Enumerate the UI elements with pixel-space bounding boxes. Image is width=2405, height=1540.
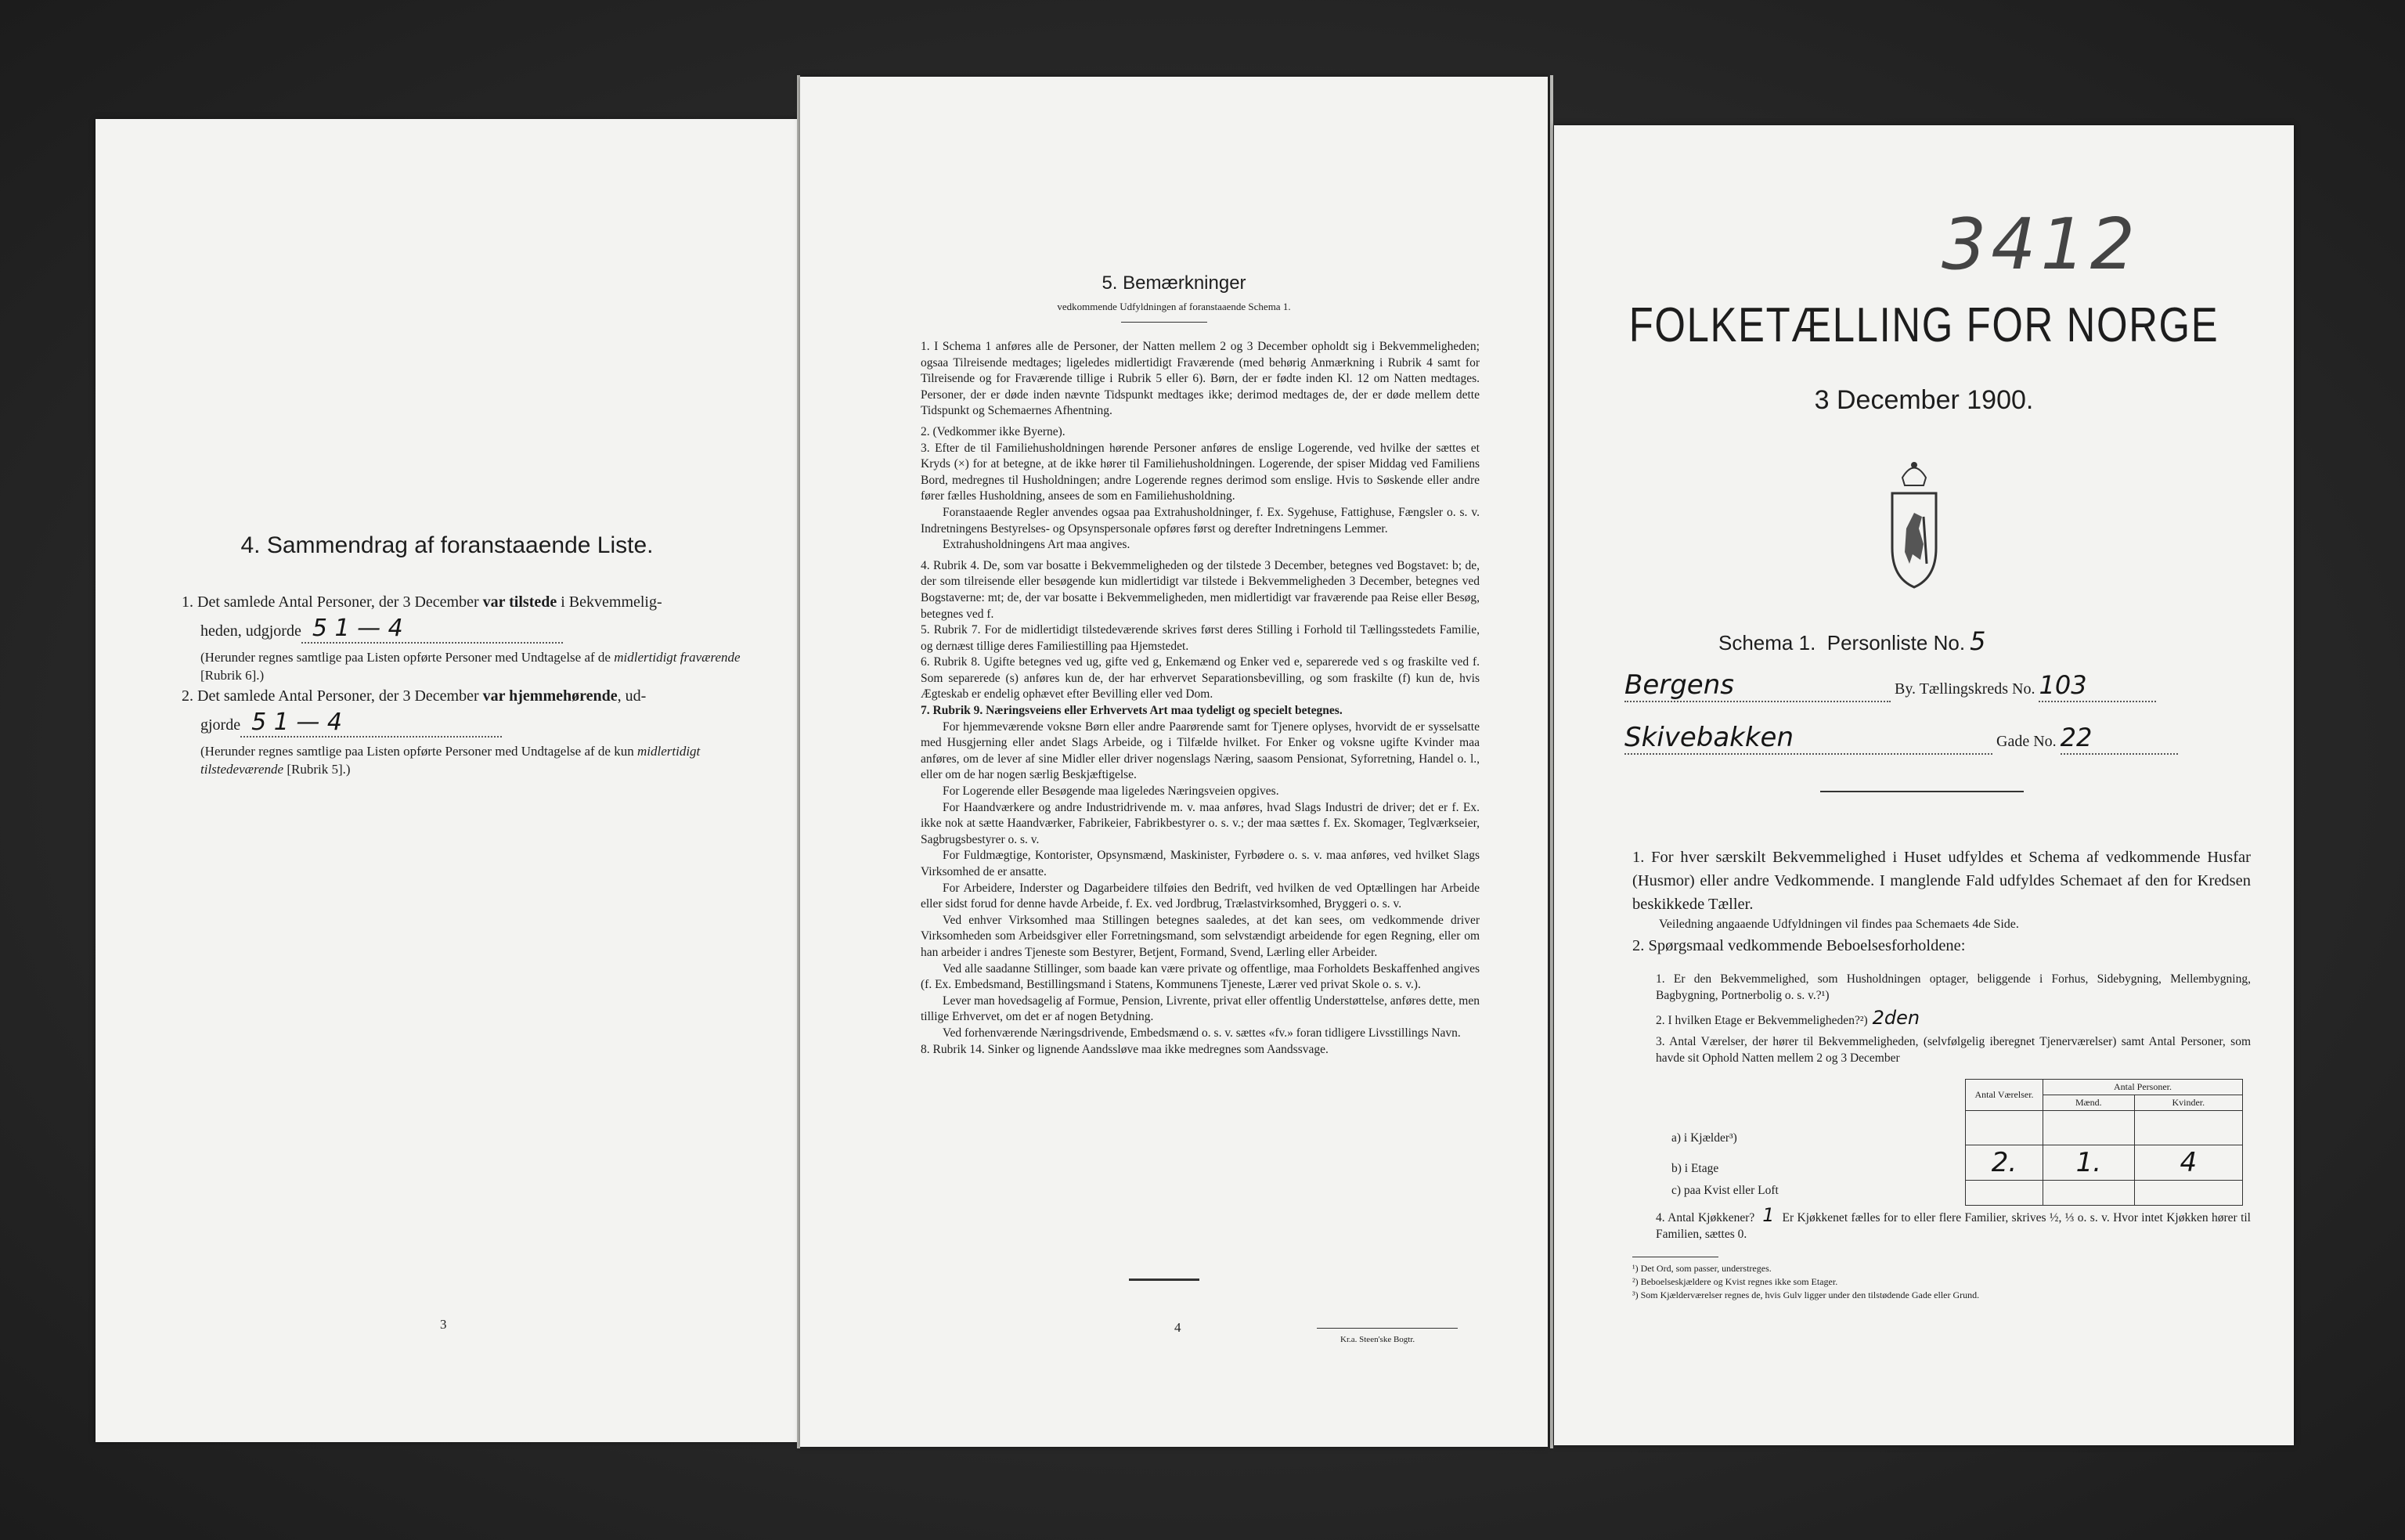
table-header-rooms: Antal Værelser. — [1966, 1080, 2043, 1111]
heading-rule — [1121, 322, 1207, 323]
remark-4: 4. Rubrik 4. De, som var bosatte i Bekvemmeligheden og der tilstede 3 December, betegnes ved Bogstavet: b; de, der som tilreisende eller besøgende kun midlertidigt var tilstede i Bekvemmeligheden 3 December, betegnes ved Bogstaverne: mt; de, der var bosatte i Bekvemmeligheden, men midlertidigt var fraværende paa Reise eller Besøg, betegnes ved f. — [921, 558, 1480, 621]
table-header-men: Mænd. — [2043, 1095, 2135, 1111]
question-3: 3. Antal Værelser, der hører til Bekvemmeligheden, (selvfølgelig iberegnet Tjenerværelser) samt Antal Personer, som havde sit Ophold Natten mellem 2 og 3 December — [1656, 1035, 2251, 1065]
printer-imprint: Kr.a. Steen'ske Bogtr. — [1340, 1335, 1415, 1344]
page-number-4: 4 — [1174, 1320, 1181, 1335]
resident-count-handwritten: 5 1 — 4 — [240, 709, 502, 738]
floor-handwritten: 2den — [1872, 1007, 1920, 1029]
instruction-1: 1. For hver særskilt Bekvemmelighed i Huset udfyldes et Schema af vedkommende Husfar (Husmor) eller andre Vedkommende. I manglende Fald udfyldes Schemaet af den for Kredsen beskikkede Tæller. Veiledning angaaende Udfyldningen vil findes paa Schemaets 4de Side. 2. Spørgsmaal vedkommende Beboelsesforholdene: — [1632, 846, 2251, 958]
cover-rule — [1820, 791, 2024, 792]
summary-item-1: 1. Det samlede Antal Personer, der 3 December var tilstede i Bekvemmelig- heden, udgjorde 5 1 — 4 (Herunder regnes samtlige paa Listen opførte Personer med Undtagelse af de midlertidigt fraværende [Rubrik 6].) — [182, 593, 741, 683]
footnote-1: ¹) Det Ord, som passer, understreges. — [1632, 1263, 1772, 1274]
schema-line: Schema 1. Personliste No. 5 — [1718, 626, 1986, 656]
remark-7-i: Ved forhenværende Næringsdrivende, Embedsmænd o. s. v. sættes «fv.» foran tidligere Livsstillings Navn. — [943, 1026, 1461, 1040]
row-label-c: c) paa Kvist eller Loft — [1671, 1184, 1779, 1197]
remark-8: 8. Rubrik 14. Sinker og lignende Aandssløve maa ikke medregnes som Aandssvage. — [921, 1042, 1329, 1056]
remark-3: 3. Efter de til Familiehusholdningen hørende Personer anføres de enslige Logerende, ved hvilke der sættes et Kryds (×) for at betegne, at de ikke hører til Familiehusholdningen. Logerende, der spiser Middag ved Familiens Bord, medregnes til Husholdningen; andre Logerende regnes derimod som enslige. Hvis to Søskende eller andre fører fælles Husholdning, ansees de som en Familiehusholdning. — [921, 441, 1480, 503]
remark-7-g: Ved alle saadanne Stillinger, som baade kan være private og offentlige, maa Forholdets Beskaffenhed angives (f. Ex. Embedsmand, Bestillingsmand i Statens, Kommunens Tjeneste, Lærer ved privat Skole o. s. v.). — [921, 961, 1480, 992]
remark-6: 6. Rubrik 8. Ugifte betegnes ved ug, gifte ved g, Enkemænd og Enker ved e, separerede ved s og fraskilte ved f. Som separerede (s) anføres kun de, der har erhvervet Separationsbevilling, og som fraskilte (f) kun de, hvis Ægteskab er endelig ophævet efter Bevilling eller ved Dom. — [921, 655, 1480, 701]
remark-7-h: Lever man hovedsagelig af Formue, Pension, Livrente, privat eller offentlig Understøttelse, anføres dette, men tillige Erhvervet, om det er af nogen Betydning. — [921, 994, 1480, 1024]
page-number-3: 3 — [440, 1317, 447, 1332]
housing-questions — [1656, 971, 2251, 1066]
summary-heading: 4. Sammendrag af foranstaaende Liste. — [240, 532, 654, 558]
archive-number-handwritten: 3412 — [1942, 204, 2140, 286]
remarks-subheading: vedkommende Udfyldningen af foranstaaende Schema 1. — [1057, 301, 1291, 312]
remark-1: 1. I Schema 1 anføres alle de Personer, der Natten mellem 2 og 3 December opholdt sig i Bekvemmeligheden; ogsaa Tilreisende medtages; ligeledes midlertidigt Fraværende (med behørig Anmærkning i Rubrik 4 samt for Tilreisende og for Fraværende tillige i Rubrik 5 eller 6). Børn, der er fødte inden Kl. 12 om Natten medtages. Personer, der er døde inden nævnte Tidspunkt medtages ikke; derimod medtages de, der er døde mellem dette Tidspunkt og Schemaernes Afhentning. — [921, 340, 1480, 418]
question-1: 1. Er den Bekvemmelighed, som Husholdningen optager, beliggende i Forhus, Sidebygning, Mellembygning, Bagbygning, Portnerbolig o. s. v.?¹) — [1656, 972, 2251, 1002]
page-1-cover — [1554, 125, 2294, 1445]
question-4: 4. Antal Kjøkkener? 1 Er Kjøkkenet fælles for to eller flere Familier, skrives ½, ⅓ o. s. v. Hvor intet Kjøkken hører til Familien, sættes 0. — [1656, 1204, 2251, 1241]
personliste-number-handwritten: 5 — [1970, 626, 1986, 656]
printer-rule — [1317, 1328, 1458, 1329]
housing-table — [1965, 1079, 2243, 1206]
remark-7-f: Ved enhver Virksomhed maa Stillingen betegnes saaledes, at det kan sees, om vedkommende driver Virksomheden som Arbeidsgiver eller Forretningsmand, som selvstændigt arbeidende for egen Regning, eller om han arbeider i andres Tjeneste som Bestyrer, Betjent, Formand, Svend, Lærling eller Arbeider. — [921, 913, 1480, 959]
remarks-heading: 5. Bemærkninger — [1102, 272, 1246, 294]
footnote-2: ²) Beboelseskjældere og Kvist regnes ikke som Etager. — [1632, 1276, 1838, 1287]
remark-7-b: For Logerende eller Besøgende maa ligeledes Næringsveien opgives. — [943, 784, 1279, 799]
remark-7-c: For Haandværkere og andre Industridrivende m. v. maa anføres, hvad Slags Industri de driver; det er f. Ex. ikke nok at sætte Haandværker, Fabrikeier, Fabrikbestyrer o. s. v.; der maa sættes f. Ex. Skomager, Teglværkseier, Sagbrugsbestyrer o. s. v. — [921, 800, 1480, 846]
district-number-handwritten: 103 — [2039, 669, 2156, 702]
men-value-handwritten: 1. — [2043, 1145, 2135, 1181]
row-label-b: b) i Etage — [1671, 1162, 1719, 1175]
census-title: FOLKETÆLLING FOR NORGE — [1628, 298, 2219, 352]
women-value-handwritten: 4 — [2134, 1145, 2242, 1181]
page-fold-2 — [1550, 75, 1553, 1448]
end-rule — [1129, 1279, 1199, 1281]
page-4 — [800, 77, 1548, 1447]
footnote-3: ³) Som Kjælderværelser regnes de, hvis Gulv ligger under den tilstødende Gade eller Grund. — [1632, 1289, 1980, 1300]
present-count-handwritten: 5 1 — 4 — [301, 615, 563, 644]
table-header-women: Kvinder. — [2134, 1095, 2242, 1111]
remark-3-extra-2: Extrahusholdningens Art maa angives. — [943, 538, 1130, 552]
page-3 — [96, 119, 799, 1442]
remark-2: 2. (Vedkommer ikke Byerne). — [921, 424, 1065, 438]
rooms-value-handwritten: 2. — [1966, 1145, 2043, 1181]
remark-7-e: For Arbeidere, Inderster og Dagarbeidere tilføies den Bedrift, ved hvilken de ved Optællingen har Arbeide eller sidst forud for denne havde Arbeide, f. Ex. ved Jordbrug, Trælastvirksomhed, Bryggeri o. s. v. — [921, 881, 1480, 911]
remark-5: 5. Rubrik 7. For de midlertidigt tilstedeværende skrives først deres Stilling i Forhold til Tællingsstedets Familie, og dernæst tillige deres Familiestilling paa Hjemstedet. — [921, 623, 1480, 653]
summary-item-2: 2. Det samlede Antal Personer, der 3 December var hjemmehørende, ud- gjorde 5 1 — 4 (Herunder regnes samtlige paa Listen opførte Personer med Undtagelse af de kun midlertidigt tilstedeværende [Rubrik 5].) — [182, 687, 701, 777]
street-handwritten: Skivebakken — [1624, 722, 1992, 755]
footnotes — [1632, 1262, 2243, 1302]
location-by: Bergens By. Tællingskreds No. 103 — [1624, 669, 2243, 705]
row-label-a: a) i Kjælder³) — [1671, 1131, 1737, 1145]
instruction-2: 2. Spørgsmaal vedkommende Beboelsesforholdene: — [1632, 936, 1966, 954]
remarks-body — [902, 339, 1480, 1058]
location-gade: Skivebakken Gade No. 22 — [1624, 722, 2243, 757]
remark-3-extra: Foranstaaende Regler anvendes ogsaa paa Extrahusholdninger, f. Ex. Sygehuse, Fattighuse, Fængsler o. s. v. Indretningens Bestyrelses- og Opsynspersonale opføres først og derefter Indretningens Lemmer. — [921, 505, 1480, 536]
kitchen-count-handwritten: 1 — [1762, 1204, 1775, 1226]
remark-7-d: For Fuldmægtige, Kontorister, Opsynsmænd, Maskinister, Fyrbødere o. s. v. maa anføres, ved hvilket Slags Virksomhed de er ansatte. — [921, 849, 1480, 878]
remark-7-a: For hjemmeværende voksne Børn eller andre Paarørende samt for Tjenere oplyses, hvorvidt de er sysselsatte med Husgjerning eller andet Slags Arbeide, og i Tilfælde hvilket. For Enker og voksne ugifte Kvinder maa anføres, om de lever af sine Midler eller driver nogenslags Næring, saasom Pensionat, Syforretning, Handel o. l., eller om de har nogen særlig Beskjæftigelse. — [921, 720, 1480, 782]
norway-lion-icon — [1875, 454, 1953, 595]
remark-7: 7. Rubrik 9. Næringsveiens eller Erhvervets Art maa tydeligt og specielt betegnes. — [921, 704, 1343, 718]
table-header-persons: Antal Personer. — [2043, 1080, 2243, 1095]
street-number-handwritten: 22 — [2061, 722, 2178, 755]
city-handwritten: Bergens — [1624, 669, 1891, 702]
census-date: 3 December 1900. — [1814, 385, 2034, 415]
question-2: 2. I hvilken Etage er Bekvemmeligheden?²) — [1656, 1014, 1868, 1027]
